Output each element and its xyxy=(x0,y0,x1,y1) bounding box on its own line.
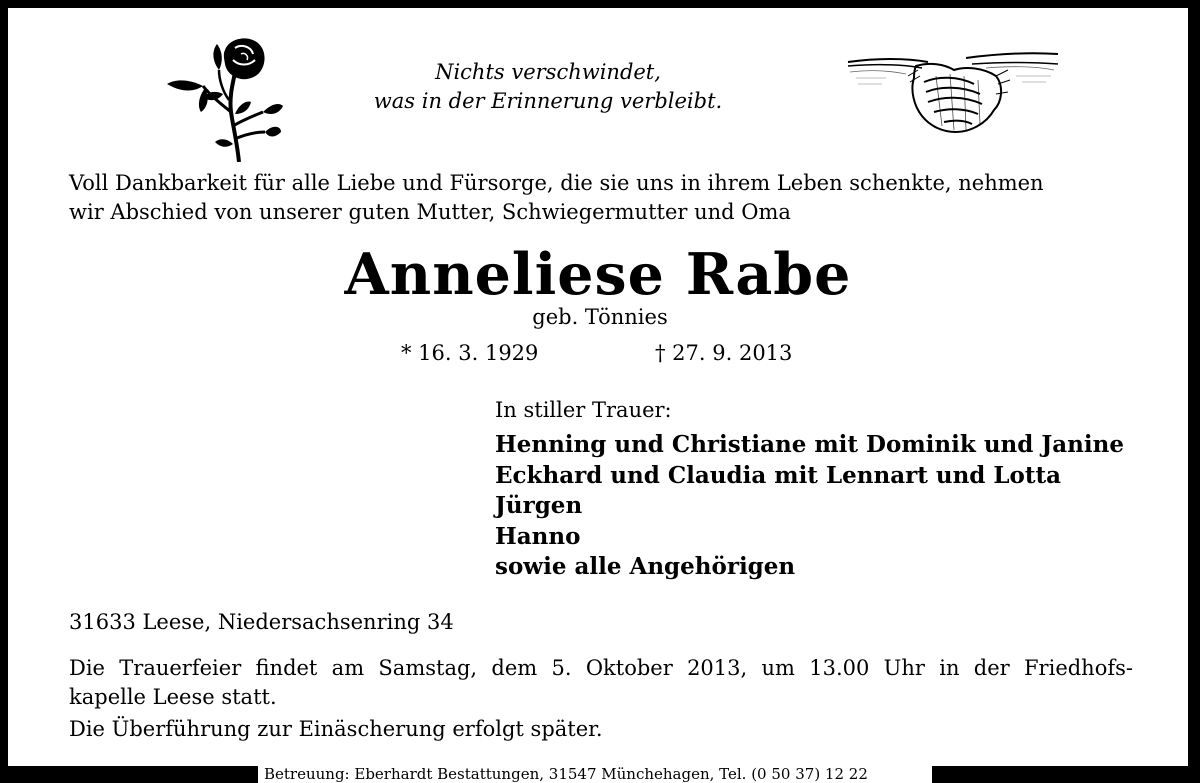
mourner-entry: Henning und Christiane mit Dominik und Janine xyxy=(495,431,1124,458)
mourners-list xyxy=(495,430,1124,583)
obituary-card xyxy=(8,8,1188,766)
mourner-entry: sowie alle Angehörigen xyxy=(495,553,796,580)
funeral-notice xyxy=(69,654,1133,712)
maiden-name: geb. Tönnies xyxy=(532,305,668,329)
folded-hands-icon xyxy=(846,46,1061,138)
birth-date: * 16. 3. 1929 xyxy=(401,341,539,365)
quote-line-1: Nichts verschwindet, xyxy=(435,60,661,84)
mourner-entry: Jürgen xyxy=(495,492,583,519)
mourner-entry: Hanno xyxy=(495,522,581,550)
funeral-line-1: Die Trauerfeier findet am Samstag, dem 5. Oktober 2013, um 13.00 Uhr in der Friedhofs- xyxy=(69,656,1133,680)
quote-line-2: was in der Erinnerung verbleibt. xyxy=(373,89,723,113)
death-date: † 27. 9. 2013 xyxy=(655,341,793,365)
undertaker-footer: Betreuung: Eberhardt Bestattungen, 31547 Münchehagen, Tel. (0 50 37) 12 22 xyxy=(258,766,932,783)
intro-line-2: wir Abschied von unserer guten Mutter, Schwiegermutter und Oma xyxy=(69,200,791,224)
cremation-notice: Die Überführung zur Einäscherung erfolgt später. xyxy=(69,717,603,741)
funeral-line-2: kapelle Leese statt. xyxy=(69,685,277,709)
intro-text xyxy=(69,169,1149,227)
deceased-name: Anneliese Rabe xyxy=(344,241,852,308)
mourning-label: In stiller Trauer: xyxy=(495,398,672,422)
mourner-entry: Eckhard und Claudia mit Lennart und Lotta xyxy=(495,461,1062,489)
rose-icon xyxy=(163,34,283,162)
memorial-quote xyxy=(308,58,788,116)
family-address: 31633 Leese, Niedersachsenring 34 xyxy=(69,610,454,634)
intro-line-1: Voll Dankbarkeit für alle Liebe und Fürsorge, die sie uns in ihrem Leben schenkte, nehmen xyxy=(69,171,1044,195)
